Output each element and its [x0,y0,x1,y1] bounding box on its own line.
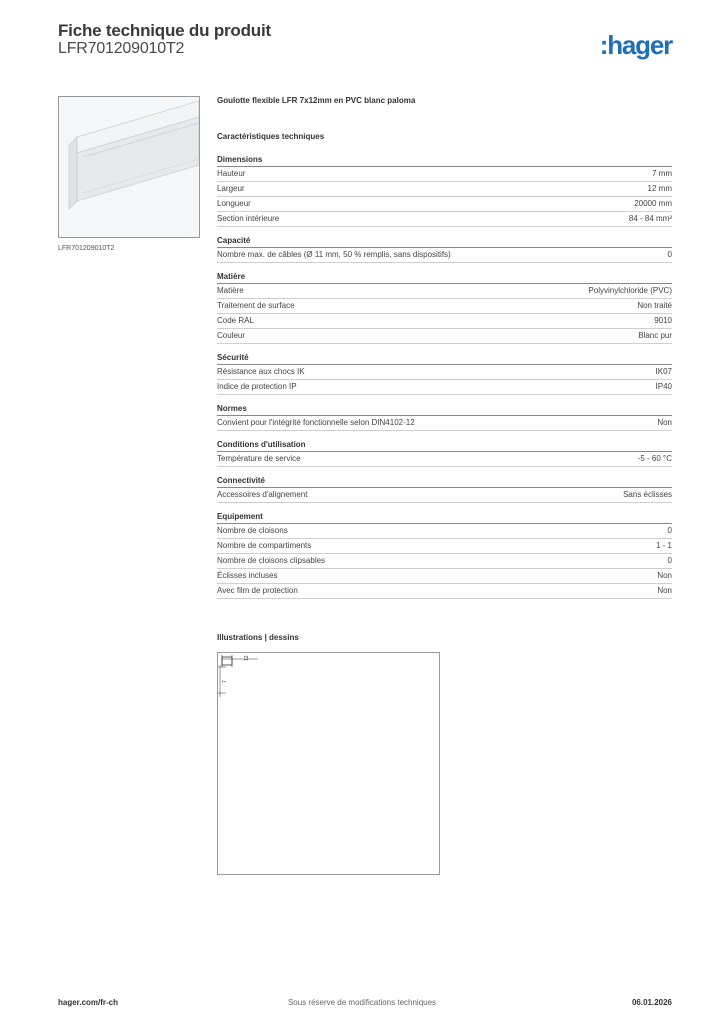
spec-label: Matière [217,286,244,295]
spec-row [217,416,672,431]
section-title: Dimensions [217,154,672,167]
spec-section [217,154,672,227]
product-reference: LFR701209010T2 [58,40,185,57]
spec-row [217,284,672,299]
spec-value: Sans éclisses [623,490,672,499]
spec-value: 0 [667,250,672,259]
product-description: Goulotte flexible LFR 7x12mm en PVC blanc paloma [217,96,416,105]
spec-sections [217,154,672,599]
footer-website[interactable]: hager.com/fr-ch [58,998,119,1007]
page-title: Fiche technique du produit [58,21,271,40]
section-title: Matière [217,271,672,284]
spec-row [217,248,672,263]
spec-row [217,488,672,503]
spec-label: Couleur [217,331,246,340]
spec-value: IP40 [655,382,672,391]
spec-value: 0 [667,526,672,535]
spec-section [217,475,672,503]
spec-value: IK07 [655,367,672,376]
footer-disclaimer: Sous réserve de modifications techniques [287,998,437,1007]
spec-label: Hauteur [217,169,246,178]
spec-label: Convient pour l'intégrité fonctionnelle selon DIN4102-12 [217,418,415,427]
spec-value: 12 mm [647,184,672,193]
product-image-caption: LFR701209010T2 [58,245,115,252]
spec-label: Nombre de compartiments [217,541,312,550]
spec-row [217,380,672,395]
spec-label: Éclisses incluses [217,571,278,580]
spec-row [217,212,672,227]
spec-label: Traitement de surface [217,301,295,310]
section-title: Sécurité [217,352,672,365]
spec-label: Température de service [217,454,301,463]
technical-characteristics-title: Caractéristiques techniques [217,132,325,141]
spec-section [217,271,672,344]
spec-value: Blanc pur [638,331,672,340]
spec-row [217,329,672,344]
spec-section [217,439,672,467]
technical-drawing [217,652,440,875]
spec-label: Section intérieure [217,214,280,223]
spec-row [217,197,672,212]
footer-date: 06.01.2026 [631,998,672,1007]
spec-value: 84 - 84 mm² [628,214,672,223]
spec-value: 0 [667,556,672,565]
spec-label: Accessoires d'alignement [217,490,308,499]
illustrations-title: Illustrations | dessins [217,633,299,642]
spec-row [217,167,672,182]
section-title: Equipement [217,511,672,524]
spec-row [217,452,672,467]
drawing-height-dimension: 7 [222,680,228,683]
spec-content [217,96,672,599]
section-title: Conditions d'utilisation [217,439,672,452]
spec-value: Non [657,586,672,595]
spec-section [217,352,672,395]
product-image [58,96,200,238]
spec-label: Indice de protection IP [217,382,297,391]
section-title: Capacité [217,235,672,248]
spec-row [217,314,672,329]
section-title: Connectivité [217,475,672,488]
drawing-width-dimension: 12 [244,655,250,661]
spec-value: Non traité [637,301,672,310]
spec-label: Avec film de protection [217,586,298,595]
spec-value: 7 mm [652,169,672,178]
spec-row [217,539,672,554]
spec-section [217,511,672,599]
spec-label: Longueur [217,199,251,208]
spec-label: Nombre de cloisons clipsables [217,556,326,565]
spec-value: Non [657,418,672,427]
spec-row [217,365,672,380]
spec-row [217,182,672,197]
spec-row [217,299,672,314]
spec-value: 9010 [654,316,672,325]
spec-label: Résistance aux chocs IK [217,367,305,376]
spec-label: Nombre de cloisons [217,526,288,535]
spec-row [217,584,672,599]
hager-logo: :hager [599,30,672,60]
spec-value: 1 - 1 [655,541,672,550]
spec-section [217,403,672,431]
spec-label: Largeur [217,184,245,193]
spec-value: Non [657,571,672,580]
spec-label: Nombre max. de câbles (Ø 11 mm, 50 % remplis, sans dispositifs) [217,250,451,259]
spec-value: -5 - 60 °C [637,454,672,463]
spec-row [217,569,672,584]
spec-label: Code RAL [217,316,254,325]
spec-value: Polyvinylchloride (PVC) [588,286,672,295]
section-title: Normes [217,403,672,416]
spec-row [217,524,672,539]
spec-row [217,554,672,569]
spec-section [217,235,672,263]
spec-value: 20000 mm [634,199,672,208]
